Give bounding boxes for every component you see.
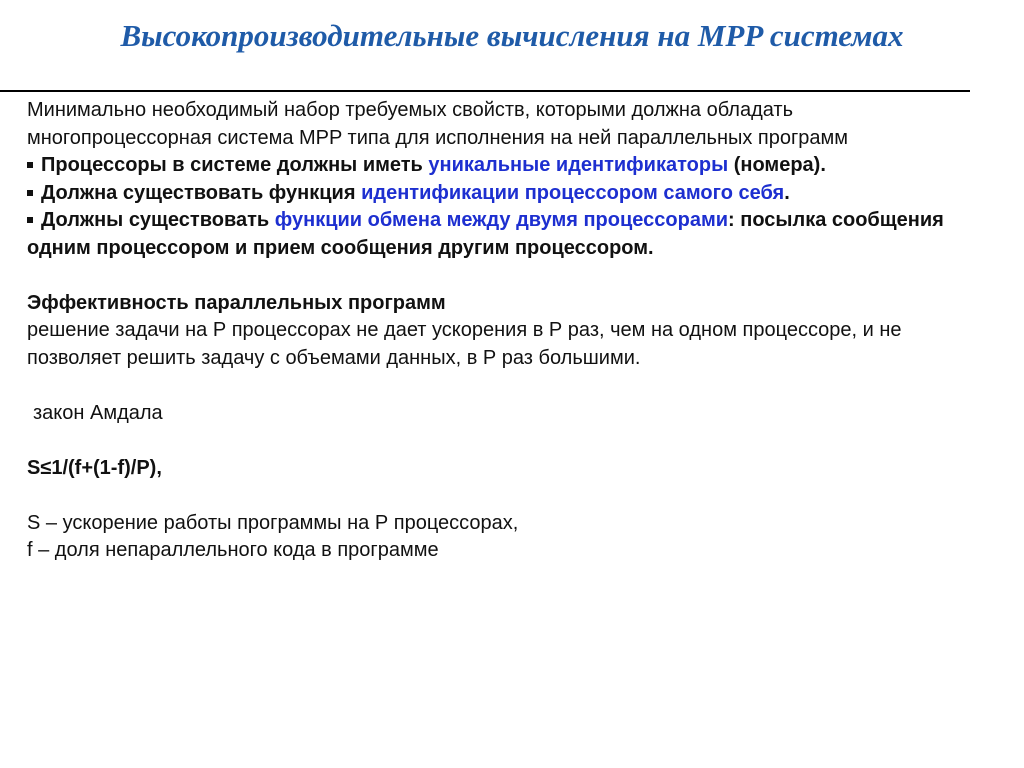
amdahl-formula: S≤1/(f+(1-f)/P), <box>27 456 162 479</box>
bullet-highlight: функции обмена между двумя процессорами <box>274 209 729 231</box>
definition-f: f – доля непараллельного кода в программе <box>27 539 439 561</box>
spacer <box>27 427 977 455</box>
bullet-square-icon <box>27 162 33 168</box>
spacer <box>27 262 977 290</box>
bullet-suffix: (номера). <box>728 154 826 176</box>
bullet-item <box>27 207 977 262</box>
intro-text: Минимально необходимый набор требуемых свойств, которыми должна обладать многопроцессорная система MPP типа для исполнения на ней параллельных программ <box>27 99 849 149</box>
bullet-prefix: Должны существовать <box>41 209 275 231</box>
spacer <box>27 482 977 510</box>
bullet-suffix: : посылка сообщения одним процессором и прием сообщения другим процессором. <box>27 209 944 259</box>
bullet-square-icon <box>27 217 33 223</box>
slide-title: Высокопроизводительные вычисления на MPP системах <box>120 18 904 53</box>
efficiency-heading: Эффективность параллельных программ <box>27 291 446 314</box>
spacer <box>27 372 977 400</box>
bullet-highlight: уникальные идентификаторы <box>428 154 729 176</box>
law-label: закон Амдала <box>33 401 163 424</box>
bullet-item <box>27 152 977 180</box>
slide-content <box>27 97 977 565</box>
definition-s: S – ускорение работы программы на Р процессорах, <box>27 511 519 534</box>
bullet-prefix: Процессоры в системе должны иметь <box>41 154 429 176</box>
bullet-item <box>27 180 977 208</box>
bullet-suffix: . <box>784 181 790 204</box>
efficiency-text: решение задачи на Р процессорах не дает ускорения в Р раз, чем на одном процессоре, и не позволяет решить задачу с объемами данных, в Р раз большими. <box>27 319 902 369</box>
bullet-highlight: идентификации процессором самого себя <box>361 181 785 204</box>
title-divider <box>0 90 970 92</box>
bullet-prefix: Должна существовать функция <box>41 181 362 204</box>
bullet-square-icon <box>27 190 33 196</box>
